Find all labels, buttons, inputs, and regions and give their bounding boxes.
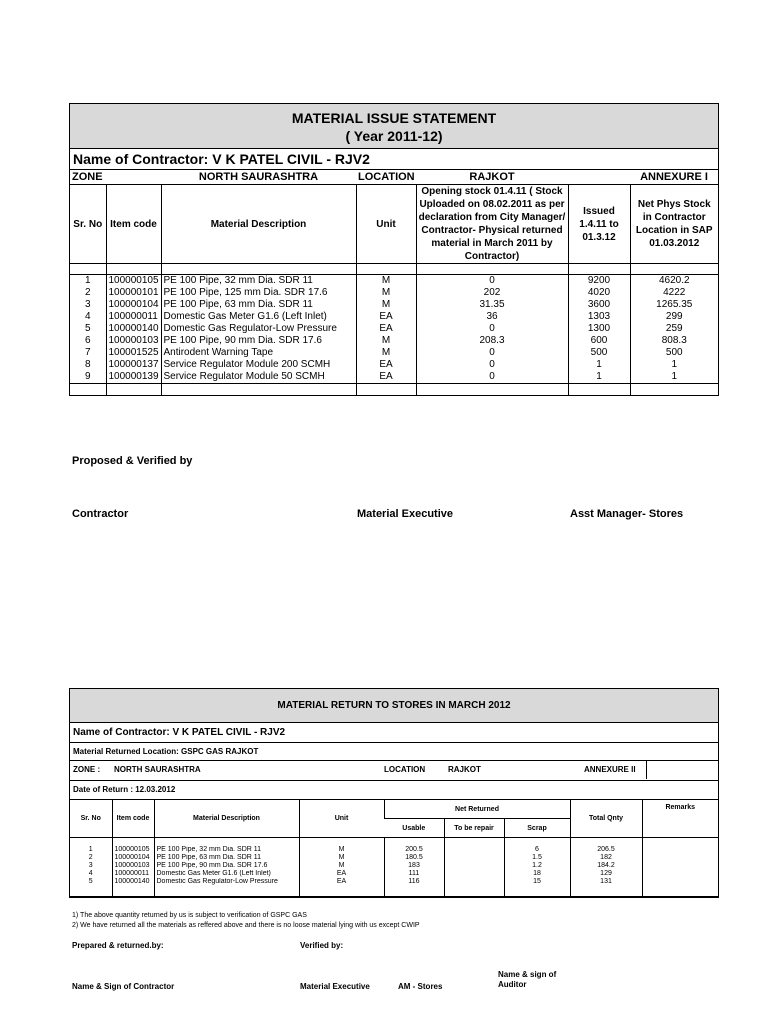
return-row-usable: 200.5 bbox=[384, 846, 444, 854]
issue-table-row bbox=[70, 287, 718, 299]
row-unit: M bbox=[356, 347, 416, 359]
row-opening-stock: 202 bbox=[416, 287, 568, 299]
row-net-phys-stock: 259 bbox=[630, 323, 718, 335]
return-row-unit: EA bbox=[299, 878, 384, 886]
annexure-label: ANNEXURE I bbox=[630, 170, 718, 185]
header-issued: Issued 1.4.11 to 01.3.12 bbox=[568, 185, 630, 264]
row-item-code: 100000137 bbox=[106, 359, 161, 371]
return-row-repair bbox=[444, 846, 504, 854]
row-opening-stock: 0 bbox=[416, 359, 568, 371]
row-item-code: 100000103 bbox=[106, 335, 161, 347]
material-return-statement bbox=[69, 688, 719, 898]
return-header-repair: To be repair bbox=[444, 819, 504, 838]
return-row-sr-no: 1 bbox=[88, 846, 93, 853]
row-issued: 3600 bbox=[568, 299, 630, 311]
row-item-code: 100001525 bbox=[106, 347, 161, 359]
row-item-code: 100000101 bbox=[106, 287, 161, 299]
return-table-row bbox=[70, 862, 718, 870]
row-unit: M bbox=[356, 299, 416, 311]
header-opening-stock: Opening stock 01.4.11 ( Stock Uploaded on 08.02.2011 as per declaration from City Manager/ Contractor- Physical returned material in March 2011 by Contractor) bbox=[416, 185, 568, 264]
row-net-phys-stock: 1 bbox=[630, 371, 718, 384]
return-row-total: 182 bbox=[570, 854, 642, 862]
verified-by-label: Verified by: bbox=[300, 941, 344, 950]
row-issued: 4020 bbox=[568, 287, 630, 299]
return-row-total: 206.5 bbox=[570, 846, 642, 854]
issue-title-block bbox=[70, 104, 718, 149]
return-row-scrap: 1.5 bbox=[504, 854, 570, 862]
row-item-code: 100000105 bbox=[106, 275, 161, 288]
row-description: Service Regulator Module 50 SCMH bbox=[161, 371, 356, 384]
row-sr-no: 2 bbox=[84, 287, 91, 298]
return-row-item-code: 100000140 bbox=[112, 878, 154, 886]
return-row-item-code: 100000103 bbox=[112, 862, 154, 870]
row-issued: 1 bbox=[568, 371, 630, 384]
row-unit: EA bbox=[356, 371, 416, 384]
return-row-total: 131 bbox=[570, 878, 642, 886]
return-row-description: Domestic Gas Meter G1.6 (Left Inlet) bbox=[154, 870, 299, 878]
return-zone-label: ZONE : bbox=[73, 765, 101, 774]
issue-table-row bbox=[70, 275, 718, 288]
return-note-2: 2) We have returned all the materials as reffered above and there is no loose material lying with us except CWIP bbox=[72, 922, 420, 929]
return-date: Date of Return : 12.03.2012 bbox=[70, 781, 718, 800]
return-row-usable: 180.5 bbox=[384, 854, 444, 862]
row-item-code: 100000140 bbox=[106, 323, 161, 335]
return-row-unit: M bbox=[299, 854, 384, 862]
issue-rows bbox=[70, 275, 718, 384]
row-opening-stock: 0 bbox=[416, 371, 568, 384]
return-title: MATERIAL RETURN TO STORES IN MARCH 2012 bbox=[70, 689, 718, 723]
sig-auditor: Name & sign of Auditor bbox=[498, 970, 557, 989]
return-note-1: 1) The above quantity returned by us is subject to verification of GSPC GAS bbox=[72, 912, 307, 919]
return-row-description: PE 100 Pipe, 90 mm Dia. SDR 17.6 bbox=[154, 862, 299, 870]
return-contractor-name: Name of Contractor: V K PATEL CIVIL - RJV2 bbox=[70, 723, 718, 743]
header-unit: Unit bbox=[356, 185, 416, 264]
row-opening-stock: 31.35 bbox=[416, 299, 568, 311]
return-row-scrap: 18 bbox=[504, 870, 570, 878]
return-row-remarks bbox=[642, 870, 718, 878]
row-description: PE 100 Pipe, 32 mm Dia. SDR 11 bbox=[161, 275, 356, 288]
return-rows bbox=[70, 846, 718, 886]
row-net-phys-stock: 4620.2 bbox=[630, 275, 718, 288]
return-row-description: PE 100 Pipe, 32 mm Dia. SDR 11 bbox=[154, 846, 299, 854]
return-header-unit: Unit bbox=[299, 800, 384, 837]
return-location-label: LOCATION bbox=[384, 765, 426, 774]
row-net-phys-stock: 500 bbox=[630, 347, 718, 359]
return-row-description: Domestic Gas Regulator-Low Pressure bbox=[154, 878, 299, 886]
return-table-row bbox=[70, 878, 718, 886]
row-unit: EA bbox=[356, 311, 416, 323]
return-row-usable: 183 bbox=[384, 862, 444, 870]
return-table-row bbox=[70, 854, 718, 862]
return-row-repair bbox=[444, 862, 504, 870]
header-sr-no: Sr. No bbox=[70, 185, 106, 264]
return-row-total: 129 bbox=[570, 870, 642, 878]
issue-table-row bbox=[70, 299, 718, 311]
row-net-phys-stock: 299 bbox=[630, 311, 718, 323]
row-unit: EA bbox=[356, 359, 416, 371]
row-sr-no: 4 bbox=[84, 311, 91, 322]
return-row-unit: EA bbox=[299, 870, 384, 878]
row-net-phys-stock: 4222 bbox=[630, 287, 718, 299]
row-opening-stock: 208.3 bbox=[416, 335, 568, 347]
return-table-row bbox=[70, 870, 718, 878]
return-header-scrap: Scrap bbox=[504, 819, 570, 838]
return-annexure: ANNEXURE II bbox=[584, 765, 636, 774]
row-net-phys-stock: 808.3 bbox=[630, 335, 718, 347]
row-issued: 600 bbox=[568, 335, 630, 347]
row-issued: 9200 bbox=[568, 275, 630, 288]
row-item-code: 100000011 bbox=[106, 311, 161, 323]
row-description: PE 100 Pipe, 90 mm Dia. SDR 17.6 bbox=[161, 335, 356, 347]
issue-header-row bbox=[70, 185, 718, 264]
return-zone-row bbox=[70, 761, 718, 781]
return-row-unit: M bbox=[299, 862, 384, 870]
return-row-item-code: 100000105 bbox=[112, 846, 154, 854]
row-opening-stock: 0 bbox=[416, 347, 568, 359]
sig-contractor: Contractor bbox=[72, 508, 129, 520]
return-row-item-code: 100000104 bbox=[112, 854, 154, 862]
return-row-sr-no: 2 bbox=[88, 854, 93, 861]
row-issued: 1303 bbox=[568, 311, 630, 323]
row-issued: 1 bbox=[568, 359, 630, 371]
row-opening-stock: 0 bbox=[416, 275, 568, 288]
row-sr-no: 3 bbox=[84, 299, 91, 310]
return-row-usable: 111 bbox=[384, 870, 444, 878]
prepared-returned-label: Prepared & returned.by: bbox=[72, 941, 164, 950]
row-issued: 500 bbox=[568, 347, 630, 359]
return-row-scrap: 6 bbox=[504, 846, 570, 854]
row-item-code: 100000104 bbox=[106, 299, 161, 311]
return-row-remarks bbox=[642, 846, 718, 854]
location-value: RAJKOT bbox=[416, 170, 568, 185]
row-net-phys-stock: 1 bbox=[630, 359, 718, 371]
return-row-repair bbox=[444, 870, 504, 878]
proposed-verified-label: Proposed & Verified by bbox=[72, 455, 193, 467]
sig-asst-manager: Asst Manager- Stores bbox=[570, 508, 684, 520]
return-row-repair bbox=[444, 878, 504, 886]
issue-table-row bbox=[70, 335, 718, 347]
header-item-code: Item code bbox=[106, 185, 161, 264]
sig-material-executive: Material Executive bbox=[357, 508, 453, 520]
material-issue-statement bbox=[69, 103, 719, 396]
return-table-row bbox=[70, 846, 718, 854]
row-sr-no: 6 bbox=[84, 335, 91, 346]
row-description: Service Regulator Module 200 SCMH bbox=[161, 359, 356, 371]
row-sr-no: 1 bbox=[84, 275, 91, 286]
return-header-description: Material Description bbox=[154, 800, 299, 837]
row-description: Domestic Gas Meter G1.6 (Left Inlet) bbox=[161, 311, 356, 323]
issue-year: ( Year 2011-12) bbox=[345, 128, 443, 144]
sig-contractor-return: Name & Sign of Contractor bbox=[72, 982, 175, 991]
issue-table-row bbox=[70, 359, 718, 371]
row-issued: 1300 bbox=[568, 323, 630, 335]
zone-value: NORTH SAURASHTRA bbox=[161, 170, 356, 185]
issue-table-row bbox=[70, 371, 718, 384]
row-description: Domestic Gas Regulator-Low Pressure bbox=[161, 323, 356, 335]
issue-table bbox=[70, 170, 718, 395]
row-opening-stock: 0 bbox=[416, 323, 568, 335]
row-description: PE 100 Pipe, 63 mm Dia. SDR 11 bbox=[161, 299, 356, 311]
issue-table-row bbox=[70, 323, 718, 335]
row-net-phys-stock: 1265.35 bbox=[630, 299, 718, 311]
row-description: Antirodent Warning Tape bbox=[161, 347, 356, 359]
return-table bbox=[70, 800, 718, 897]
issue-table-row bbox=[70, 347, 718, 359]
row-opening-stock: 36 bbox=[416, 311, 568, 323]
row-sr-no: 5 bbox=[84, 323, 91, 334]
return-location: Material Returned Location: GSPC GAS RAJKOT bbox=[70, 743, 718, 761]
return-row-scrap: 15 bbox=[504, 878, 570, 886]
sig-material-executive-return: Material Executive bbox=[300, 982, 370, 991]
row-sr-no: 9 bbox=[70, 371, 106, 384]
return-row-item-code: 100000011 bbox=[112, 870, 154, 878]
issue-contractor-name: Name of Contractor: V K PATEL CIVIL - RJV2 bbox=[70, 149, 718, 170]
row-description: PE 100 Pipe, 125 mm Dia. SDR 17.6 bbox=[161, 287, 356, 299]
return-header-sr-no: Sr. No bbox=[80, 815, 101, 822]
return-location-value: RAJKOT bbox=[448, 765, 481, 774]
issue-table-row bbox=[70, 311, 718, 323]
header-description: Material Description bbox=[161, 185, 356, 264]
return-row-usable: 116 bbox=[384, 878, 444, 886]
return-row-sr-no: 3 bbox=[88, 862, 93, 869]
return-row-repair bbox=[444, 854, 504, 862]
return-row-total: 184.2 bbox=[570, 862, 642, 870]
return-row-description: PE 100 Pipe, 63 mm Dia. SDR 11 bbox=[154, 854, 299, 862]
header-net-phys-stock: Net Phys Stock in Contractor Location in SAP 01.03.2012 bbox=[630, 185, 718, 264]
zone-label: ZONE bbox=[70, 170, 106, 185]
row-unit: EA bbox=[356, 323, 416, 335]
return-row-remarks bbox=[642, 878, 718, 886]
row-unit: M bbox=[356, 335, 416, 347]
return-zone-value: NORTH SAURASHTRA bbox=[114, 765, 201, 774]
return-row-sr-no: 4 bbox=[88, 870, 93, 877]
return-row-remarks bbox=[642, 862, 718, 870]
row-unit: M bbox=[356, 275, 416, 288]
return-row-unit: M bbox=[299, 846, 384, 854]
issue-zone-row bbox=[70, 170, 718, 185]
return-header-total: Total Qnty bbox=[570, 800, 642, 837]
return-header-remarks: Remarks bbox=[642, 800, 718, 837]
row-sr-no: 8 bbox=[84, 359, 91, 370]
row-sr-no: 7 bbox=[84, 347, 91, 358]
sig-am-stores: AM - Stores bbox=[398, 982, 443, 991]
row-item-code: 100000139 bbox=[106, 371, 161, 384]
row-unit: M bbox=[356, 287, 416, 299]
return-row-scrap: 1.2 bbox=[504, 862, 570, 870]
location-label: LOCATION bbox=[358, 171, 415, 183]
return-header-item-code: Item code bbox=[112, 800, 154, 837]
return-row-remarks bbox=[642, 854, 718, 862]
return-header-usable: Usable bbox=[402, 824, 426, 832]
issue-title: MATERIAL ISSUE STATEMENT bbox=[291, 110, 497, 126]
return-row-sr-no: 5 bbox=[88, 878, 93, 885]
return-header-net-returned: Net Returned bbox=[384, 800, 570, 819]
